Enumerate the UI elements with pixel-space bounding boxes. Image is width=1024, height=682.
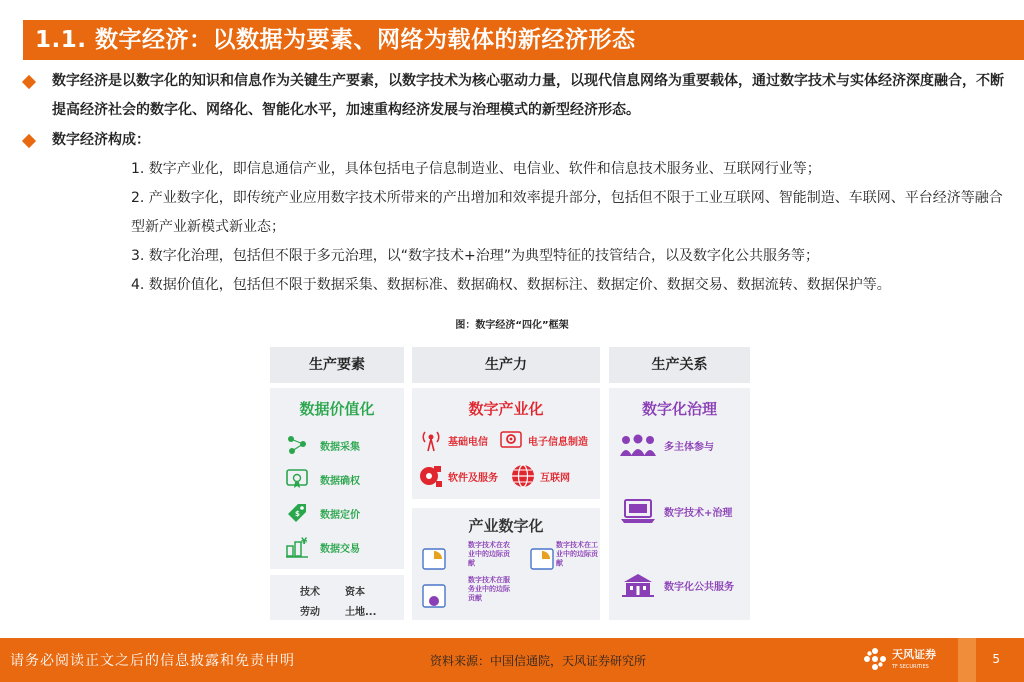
item-label: 数据定价 xyxy=(320,509,360,521)
trading-icon xyxy=(284,534,310,560)
svg-text:$: $ xyxy=(295,510,300,518)
item-data-trading xyxy=(284,534,360,560)
head-production-factors: 生产要素 xyxy=(270,347,404,383)
footer-disclaimer: 请务必阅读正文之后的信息披露和免责申明 xyxy=(10,653,295,669)
flower-logo-icon xyxy=(862,646,888,676)
item-multi-party xyxy=(618,432,714,458)
digital-industrialization-title: 数字产业化 xyxy=(468,400,544,418)
item-label: 数据交易 xyxy=(320,543,360,555)
item-data-pricing xyxy=(284,500,360,526)
composition-item-2: 2. 产业数字化，即传统产业应用数字技术所带来的产出增加和效率提升部分，包括但不限于工业互联网、智能制造、车联网、平台经济等融合型新产业新模式新业态； xyxy=(131,190,1003,235)
head-production-relations: 生产关系 xyxy=(609,347,750,383)
data-valorization-title: 数据价值化 xyxy=(299,400,375,418)
item-public-service xyxy=(618,572,734,598)
item-label: 基础电信 xyxy=(448,436,488,448)
factor-land: 土地... xyxy=(345,607,377,618)
item-label: 软件及服务 xyxy=(448,472,498,484)
item-tech-governance xyxy=(618,498,732,524)
footer-source: 资料来源：中国信通院，天风证券研究所 xyxy=(430,654,647,668)
note-industry: 数字技术在工业中的边际贡献 xyxy=(556,541,598,567)
services-chart-icon xyxy=(422,584,446,612)
industry-chart-icon xyxy=(530,548,554,574)
diamond-bullet-icon xyxy=(22,75,36,89)
item-label: 电子信息制造 xyxy=(528,436,588,448)
head-productivity: 生产力 xyxy=(412,347,600,383)
definition-text: 数字经济是以数字化的知识和信息作为关键生产要素，以数字技术为核心驱动力量，以现代信息网络为重要载体，通过数字技术与实体经济深度融合，不断提高经济社会的数字化、网络化、智能化水平，加速重构经济发展与治理模式的新型经济形态。 xyxy=(52,73,1004,118)
laptop-icon xyxy=(618,498,658,524)
item-label: 数字化公共服务 xyxy=(664,581,734,593)
footer xyxy=(0,638,1024,682)
item-label: 多主体参与 xyxy=(664,441,714,453)
item-label: 数字技术+治理 xyxy=(664,507,733,519)
panel-other-factors xyxy=(270,575,404,620)
brand-name-en: TF SECURITIES xyxy=(892,664,929,670)
item-data-rights xyxy=(284,466,360,492)
agriculture-chart-icon xyxy=(422,548,446,574)
item-basic-telecom xyxy=(418,427,488,453)
diamond-bullet-icon xyxy=(22,134,36,148)
note-services: 数字技术在服务业中的边际贡献 xyxy=(468,576,510,602)
page-title: 1.1. 数字经济：以数据为要素、网络为载体的新经济形态 xyxy=(23,20,1024,60)
brand-logo xyxy=(862,646,936,676)
factor-capital: 资本 xyxy=(345,587,365,598)
page-number: 5 xyxy=(992,652,1000,666)
svg-text:¥: ¥ xyxy=(301,537,308,547)
item-label: 互联网 xyxy=(540,472,570,484)
industrial-digitalization-title: 产业数字化 xyxy=(468,517,544,535)
factor-technology: 技术 xyxy=(300,587,320,598)
composition-item-3: 3. 数字化治理，包括但不限于多元治理，以“数字技术+治理”为典型特征的技管结合，以及数字化公共服务等； xyxy=(131,248,820,264)
building-icon xyxy=(618,572,658,598)
chip-gear-icon xyxy=(498,427,524,453)
brand-name-cn: 天风证券 xyxy=(892,648,936,661)
globe-icon xyxy=(510,463,536,489)
composition-item-4: 4. 数据价值化，包括但不限于数据采集、数据标准、数据确权、数据标注、数据定价、数据交易、数据流转、数据保护等。 xyxy=(131,277,891,293)
digital-governance-title: 数字化治理 xyxy=(641,400,717,418)
item-data-collection xyxy=(284,432,360,458)
item-software-services xyxy=(418,463,498,489)
composition-item-1: 1. 数字产业化，即信息通信产业，具体包括电子信息制造业、电信业、软件和信息技术服务业、互联网行业等； xyxy=(131,161,821,177)
group-people-icon xyxy=(618,432,658,458)
software-icon xyxy=(418,463,444,489)
note-agriculture: 数字技术在农业中的边际贡献 xyxy=(468,541,510,567)
antenna-icon xyxy=(418,427,444,453)
people-network-icon xyxy=(284,432,310,458)
item-electronics-manufacturing xyxy=(498,427,588,453)
certificate-icon xyxy=(284,466,310,492)
item-label: 数据确权 xyxy=(320,475,360,487)
item-internet xyxy=(510,463,570,489)
factor-labor: 劳动 xyxy=(300,607,320,618)
brand-name xyxy=(892,649,936,673)
footer-stripe xyxy=(958,638,976,682)
figure-caption: 图：数字经济“四化”框架 xyxy=(455,320,569,331)
item-label: 数据采集 xyxy=(320,441,360,453)
price-tag-icon xyxy=(284,500,310,526)
composition-title: 数字经济构成： xyxy=(52,132,150,148)
